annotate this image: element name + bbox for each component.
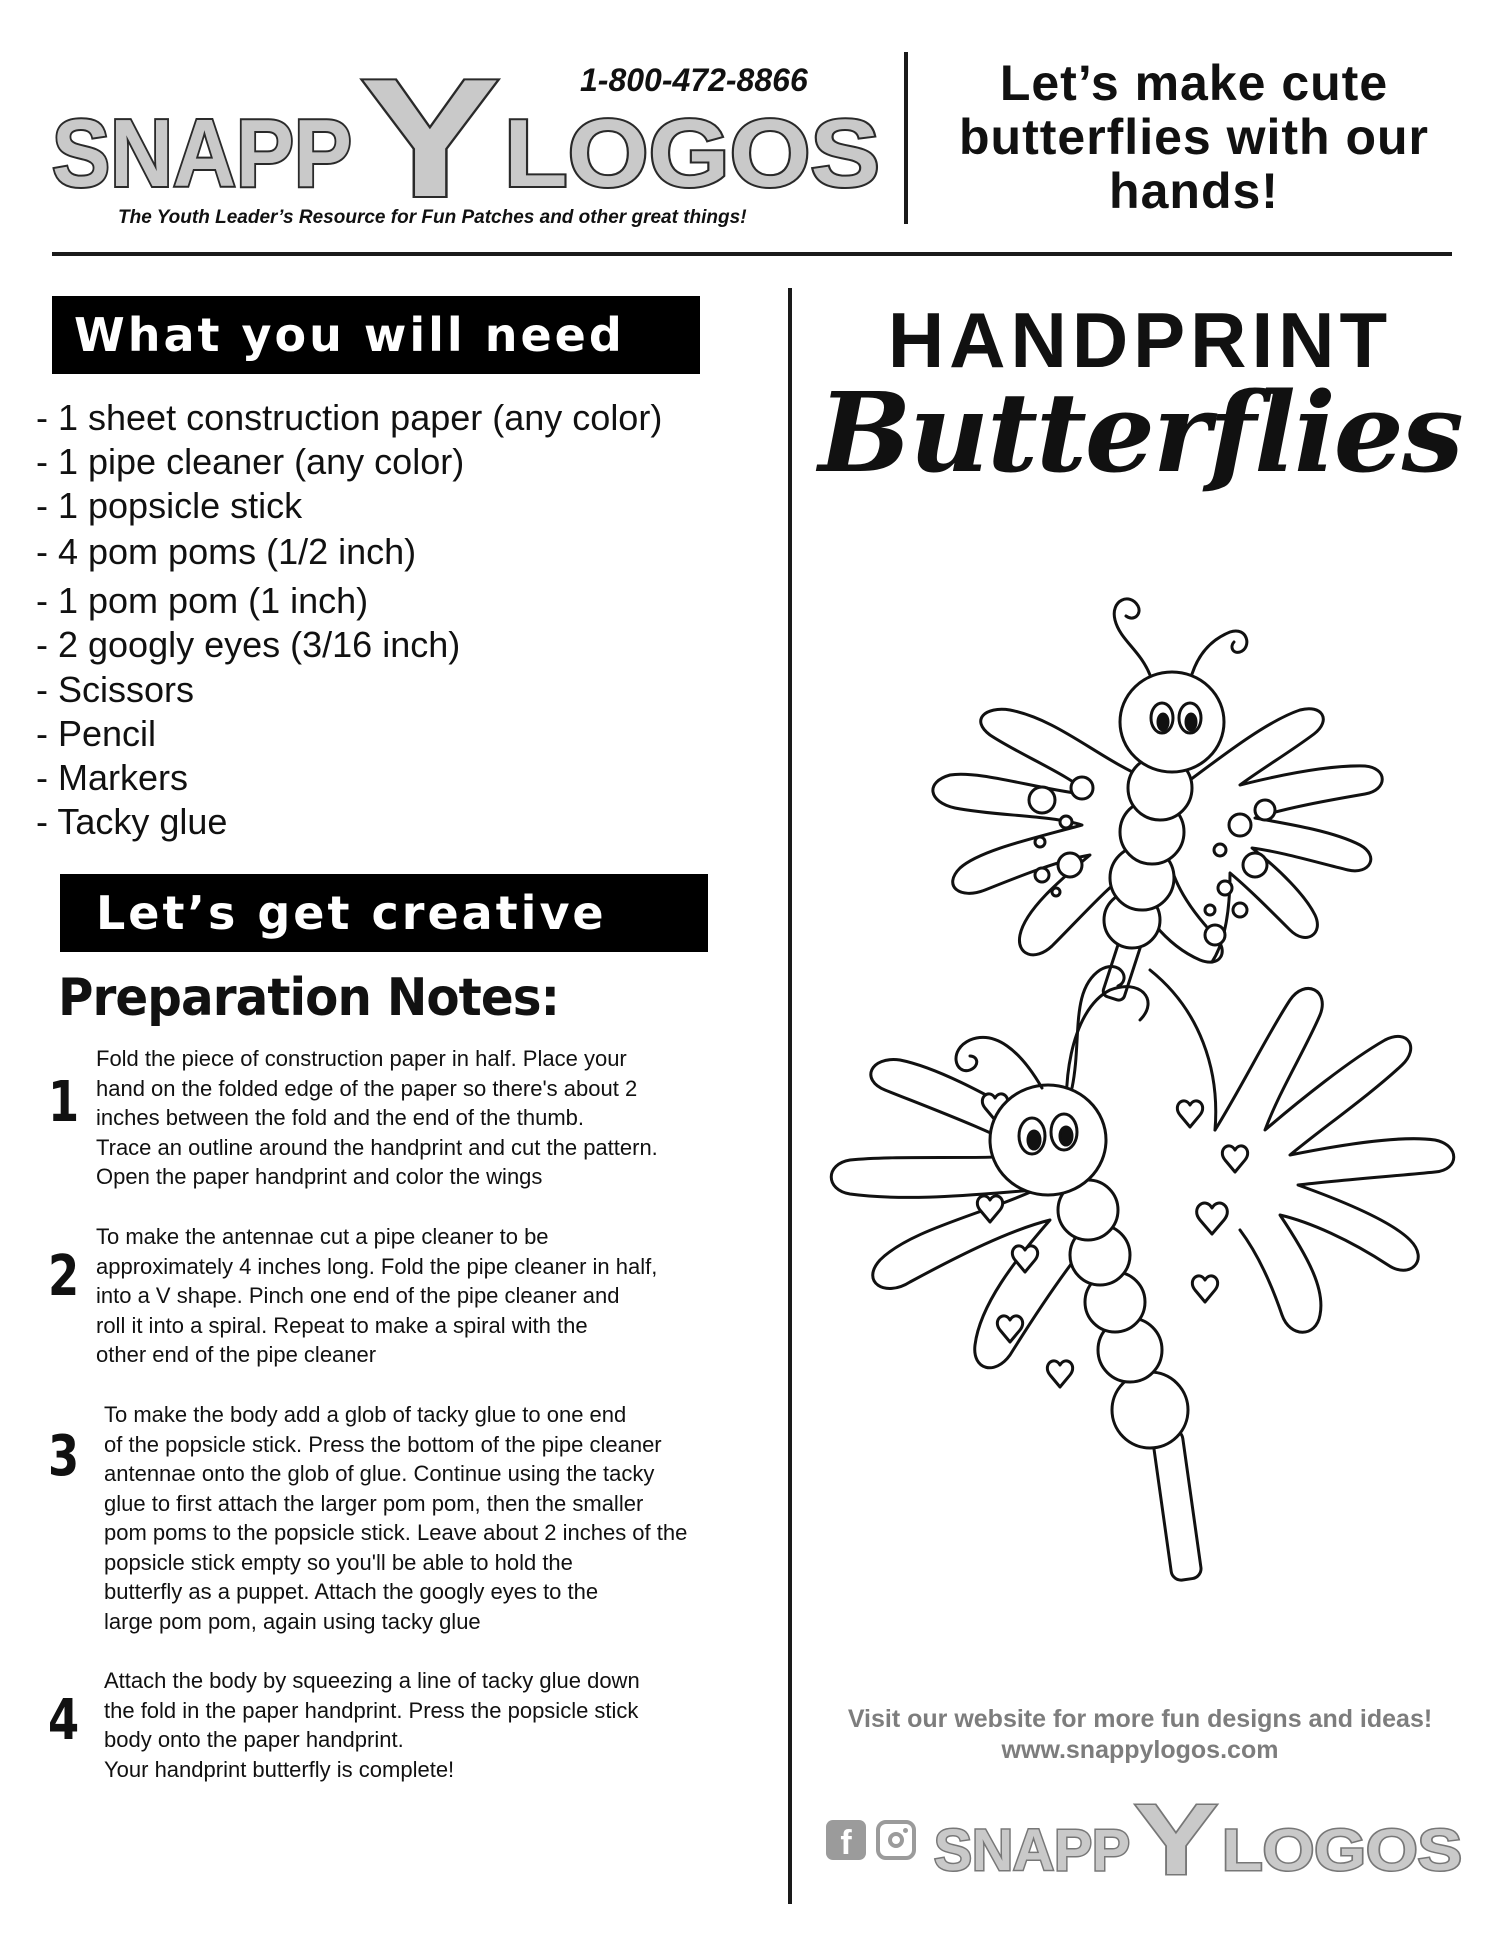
list-item: - 1 sheet construction paper (any color) <box>36 397 663 438</box>
step-number: 4 <box>48 1688 80 1753</box>
logo-left-text: SNAPP <box>52 100 352 207</box>
preparation-title: Preparation Notes: <box>58 968 560 1028</box>
phone-number[interactable]: 1-800-472-8866 <box>580 62 808 98</box>
footer-logo-left: SNAPP <box>934 1818 1130 1880</box>
step-line: Attach the body by squeezing a line of tacky glue down <box>104 1668 640 1693</box>
step-line: popsicle stick empty so you'll be able to hold the <box>104 1549 573 1575</box>
section-heading-needs: What you will need <box>52 296 700 374</box>
step-line: large pom pom, again using tacky glue <box>104 1608 481 1634</box>
step-line: roll it into a spiral. Repeat to make a spiral with the <box>96 1312 588 1338</box>
step-number: 3 <box>48 1424 80 1489</box>
step-line: antennae onto the glob of glue. Continue using the tacky <box>104 1461 655 1486</box>
step-line: Open the paper handprint and color the wings <box>96 1164 543 1189</box>
handprint-butterflies-illustration <box>820 570 1480 1600</box>
facebook-icon[interactable]: f <box>826 1820 866 1860</box>
header-rule <box>52 252 1452 256</box>
step-text <box>104 1400 687 1636</box>
materials-list <box>36 396 662 844</box>
step-line: into a V shape. Pinch one end of the pipe cleaner and <box>96 1283 620 1308</box>
logo-right-text: LOGOS <box>504 100 880 207</box>
section-heading-creative: Let’s get creative <box>60 874 708 952</box>
list-item: - 1 popsicle stick <box>36 485 303 526</box>
step-number: 1 <box>48 1070 80 1135</box>
list-item: - 1 pom pom (1 inch) <box>36 580 369 621</box>
step-line: glue to first attach the larger pom pom, then the smaller <box>104 1490 644 1516</box>
step-line: pom poms to the popsicle stick. Leave about 2 inches of the <box>104 1520 688 1545</box>
step-line: hand on the folded edge of the paper so there's about 2 <box>96 1075 638 1101</box>
logo-y-letter: Y <box>360 54 500 214</box>
column-divider <box>788 288 792 1904</box>
step-line: the fold in the paper handprint. Press the popsicle stick <box>104 1697 639 1723</box>
step-line: Your handprint butterfly is complete! <box>104 1756 455 1782</box>
logo-tagline: The Youth Leader’s Resource for Fun Patches and other great things! <box>118 207 747 228</box>
list-item: - 4 pom poms (1/2 inch) <box>36 531 417 572</box>
headline-line: Let’s make cute <box>999 55 1389 111</box>
instagram-icon[interactable] <box>876 1820 916 1860</box>
step-line: To make the antennae cut a pipe cleaner to be <box>96 1224 549 1249</box>
website-link[interactable]: www.snappylogos.com <box>1001 1736 1279 1764</box>
footer-logo-right: LOGOS <box>1222 1818 1462 1880</box>
footer-logo-y: Y <box>1134 1790 1218 1880</box>
bottom-butterfly-body <box>956 966 1202 1581</box>
visit-website-text <box>800 1704 1480 1766</box>
step-line: butterfly as a puppet. Attach the googly eyes to the <box>104 1579 599 1604</box>
step-text <box>96 1222 657 1370</box>
step-line: Fold the piece of construction paper in half. Place your <box>96 1046 627 1071</box>
list-item: - Markers <box>36 757 188 798</box>
title-butterflies: Butterflies <box>818 368 1462 497</box>
step-line: of the popsicle stick. Press the bottom of the pipe cleaner <box>104 1431 662 1457</box>
visit-line: Visit our website for more fun designs and ideas! <box>847 1705 1433 1733</box>
list-item: - 1 pipe cleaner (any color) <box>36 441 465 482</box>
list-item: - Pencil <box>36 713 157 754</box>
step-line: To make the body add a glob of tacky glue to one end <box>104 1402 627 1427</box>
step-line: other end of the pipe cleaner <box>96 1342 377 1367</box>
header-divider <box>904 52 908 224</box>
list-item: - 2 googly eyes (3/16 inch) <box>36 624 461 665</box>
step-line: Trace an outline around the handprint and cut the pattern. <box>96 1134 658 1160</box>
headline-line: butterflies with our <box>959 109 1429 165</box>
step-text <box>96 1044 658 1192</box>
list-item: - Scissors <box>36 669 195 710</box>
footer-snappylogos-logo <box>930 1790 1470 1880</box>
step-number: 2 <box>48 1244 80 1309</box>
step-line: body onto the paper handprint. <box>104 1727 404 1752</box>
headline-line: hands! <box>1109 163 1279 219</box>
header-headline <box>924 56 1464 218</box>
step-line: approximately 4 inches long. Fold the pipe cleaner in half, <box>96 1253 658 1279</box>
step-line: inches between the fold and the end of the thumb. <box>96 1105 585 1130</box>
step-text <box>104 1666 640 1784</box>
list-item: - Tacky glue <box>36 801 228 842</box>
title-handprint: HANDPRINT <box>887 296 1393 384</box>
